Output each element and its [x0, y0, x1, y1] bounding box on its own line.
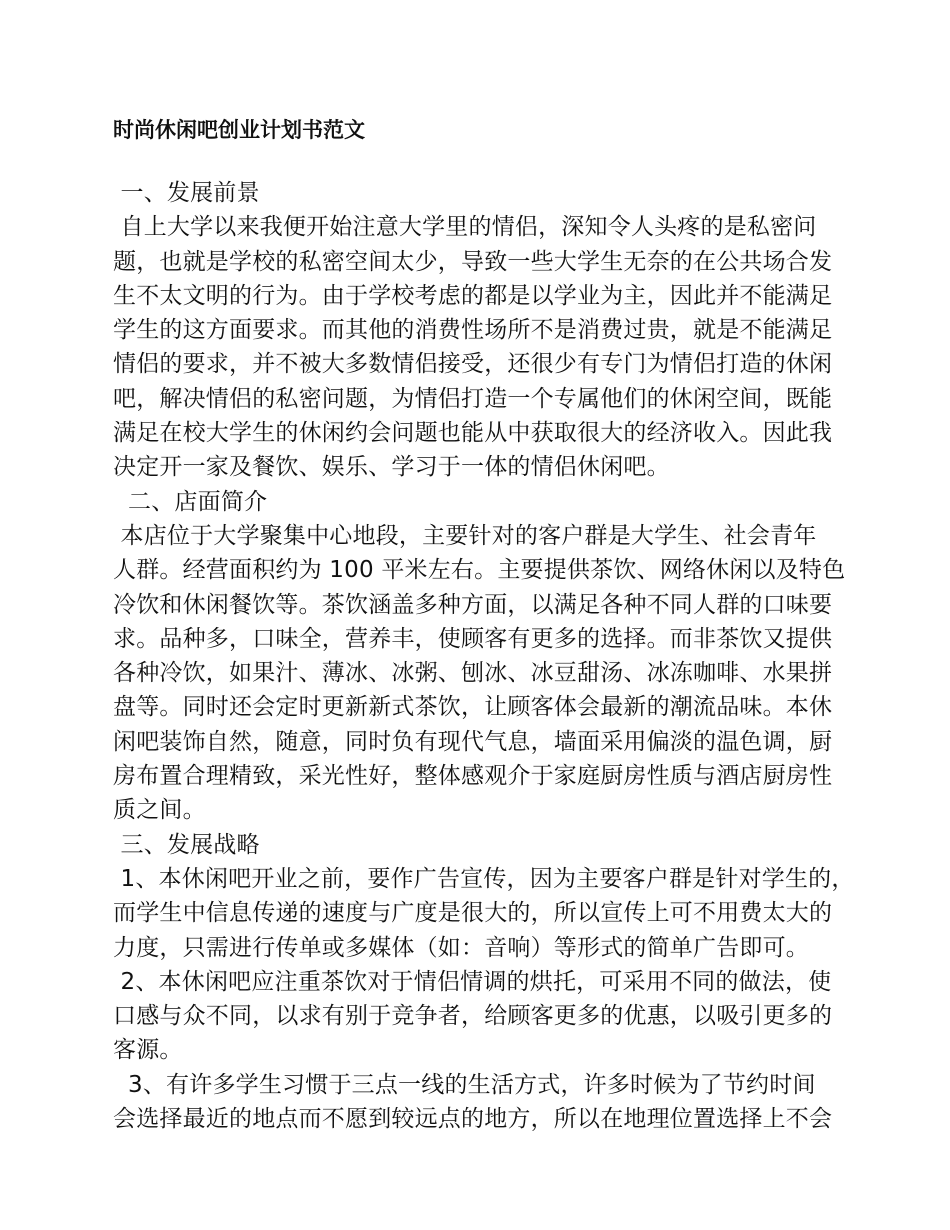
text-line: 本店位于大学聚集中心地段，主要针对的客户群是大学生、社会青年	[113, 522, 817, 549]
paragraph	[113, 965, 843, 1068]
paragraph	[113, 862, 855, 965]
text-line: 1、本休闲吧开业之前，要作广告宣传，因为主要客户群是针对学生的，	[113, 865, 855, 892]
section-heading: 一、发展前景	[113, 180, 260, 206]
text-line: 质之间。	[113, 797, 206, 824]
text-line: 求。品种多，口味全，营养丰，使顾客有更多的选择。而非茶饮又提供	[113, 625, 833, 652]
section	[113, 485, 846, 828]
paragraph	[113, 1068, 843, 1137]
text-line: 2、本休闲吧应注重茶饮对于情侣情调的烘托，可采用不同的做法，使	[113, 968, 832, 995]
text-line: 会选择最近的地点而不愿到较远点的地方，所以在地理位置选择上不会	[113, 1106, 833, 1133]
text-line: 冷饮和休闲餐饮等。茶饮涵盖多种方面，以满足各种不同人群的口味要	[113, 591, 833, 618]
document-page	[113, 114, 855, 1136]
text-line: 闲吧装饰自然，随意，同时负有现代气息，墙面采用偏淡的温色调，厨	[113, 728, 833, 755]
text-line: 客源。	[113, 1037, 183, 1064]
section-heading: 二、店面简介	[113, 488, 268, 515]
text-line: 口感与众不同，以求有别于竞争者，给顾客更多的优惠，以吸引更多的	[113, 1003, 833, 1030]
section	[113, 176, 843, 485]
text-line: 生不太文明的行为。由于学校考虑的都是以学业为主，因此并不能满足	[113, 282, 833, 309]
text-line: 学生的这方面要求。而其他的消费性场所不是消费过贵，就是不能满足	[113, 317, 833, 344]
text-line: 题，也就是学校的私密空间太少，导致一些大学生无奈的在公共场合发	[113, 248, 833, 275]
section-heading: 三、发展战略	[113, 831, 260, 858]
text-line: 力度，只需进行传单或多媒体（如：音响）等形式的简单广告即可。	[113, 934, 809, 961]
text-line: 房布置合理精致，采光性好，整体感观介于家庭厨房性质与酒店厨房性	[113, 763, 833, 790]
text-line: 满足在校大学生的休闲约会问题也能从中获取很大的经济收入。因此我	[113, 420, 833, 447]
document-body	[113, 176, 855, 1136]
text-line: 自上大学以来我便开始注意大学里的情侣，深知令人头疼的是私密问	[113, 214, 817, 241]
section	[113, 828, 855, 1137]
text-line: 而学生中信息传递的速度与广度是很大的，所以宣传上可不用费太大的	[113, 900, 833, 927]
text-line: 情侣的要求，并不被大多数情侣接受，还很少有专门为情侣打造的休闲	[113, 351, 833, 378]
document-title: 时尚休闲吧创业计划书范文	[113, 118, 365, 142]
text-line: 各种冷饮，如果汁、薄冰、冰粥、刨冰、冰豆甜汤、冰冻咖啡、水果拼	[113, 660, 833, 687]
paragraph	[113, 210, 843, 484]
text-line: 3、有许多学生习惯于三点一线的生活方式，许多时候为了节约时间	[113, 1071, 816, 1098]
text-line: 吧，解决情侣的私密问题，为情侣打造一个专属他们的休闲空间，既能	[113, 385, 833, 412]
text-line: 盘等。同时还会定时更新新式茶饮，让顾客体会最新的潮流品味。本休	[113, 694, 833, 721]
text-line: 决定开一家及餐饮、娱乐、学习于一体的情侣休闲吧。	[113, 454, 670, 481]
text-line: 人群。经营面积约为 100 平米左右。主要提供茶饮、网络休闲以及特色	[113, 557, 846, 584]
paragraph	[113, 519, 846, 828]
